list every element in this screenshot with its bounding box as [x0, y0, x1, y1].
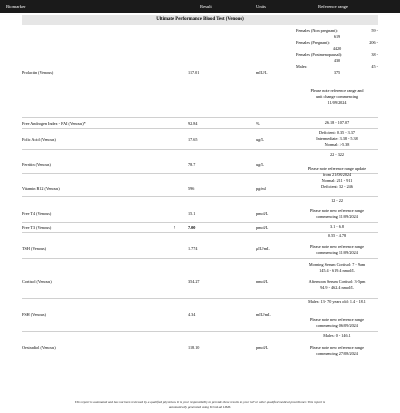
ref-value: 430	[333, 58, 341, 63]
result-value: 78.7	[188, 162, 196, 167]
biomarker-name: FSH (Venous)	[22, 312, 46, 317]
ref-value: 45 -	[371, 64, 378, 69]
biomarker-name: Oestradiol (Venous)	[22, 345, 56, 350]
ref-value: Deficient: 0.35 - 3.37	[319, 130, 355, 135]
free-t3-reference	[296, 224, 378, 230]
result-value: 354.27	[188, 279, 200, 284]
result-value: 15.1	[188, 211, 196, 216]
unit: pmol/L	[256, 345, 269, 350]
result-value: 7.00	[188, 225, 196, 230]
ref-value: 0.55 - 4.78	[327, 233, 347, 238]
ref-note: Please note new reference range	[310, 317, 364, 322]
abnormal-flag: !	[174, 225, 176, 230]
biomarker-name: Cortisol (Venous)	[22, 279, 52, 284]
ref-value: 38 -	[371, 52, 378, 57]
free-t4-reference	[296, 198, 378, 220]
unit: mIU/mL	[256, 312, 271, 317]
ref-value: Morning Serum Cortisol: 7 - 9am	[308, 262, 366, 267]
section-title: Ultimate Performance Blood Test (Venous)	[22, 15, 378, 25]
ref-note: Please note new reference range	[310, 208, 364, 213]
ref-value: 619	[333, 34, 341, 39]
ref-note: 11/09/2024	[327, 100, 347, 105]
ref-value: 22 - 322	[330, 152, 344, 157]
folic-acid-reference	[296, 130, 378, 148]
prolactin-reference	[296, 28, 378, 106]
biomarker-name: Prolactin (Venous)	[22, 70, 54, 75]
ref-note: Please note new reference range	[310, 244, 364, 249]
ref-label: Females (Postmenopausal):	[296, 52, 343, 57]
ref-note: commencing 11/09/2024	[316, 250, 358, 255]
ref-value: 375	[333, 70, 341, 75]
header-reference-range: Reference range	[318, 4, 348, 9]
ref-value: 4420	[332, 46, 342, 51]
header-biomarker: Biomarker	[6, 4, 26, 9]
ref-value: 145.4 - 619.4 nmol/L	[319, 268, 355, 273]
ref-value: Intermediate: 3.38 - 5.38	[316, 136, 358, 141]
cortisol-reference	[296, 262, 378, 291]
unit: ug/L	[256, 162, 264, 167]
ref-label: Females (Pregnant):	[296, 40, 330, 45]
biomarker-name: TSH (Venous)	[22, 246, 47, 251]
ferritin-reference	[296, 152, 378, 158]
header-result: Result	[200, 4, 212, 9]
biomarker-name: Folic Acid (Venous)	[22, 137, 56, 142]
result-value: 596	[188, 186, 195, 191]
ref-value: 59 -	[371, 28, 378, 33]
result-value: 117.01	[188, 70, 200, 75]
biomarker-name: Ferritin (Venous)	[22, 162, 51, 167]
ref-value: Deficient: 32 - 246	[321, 184, 353, 189]
fai-reference	[296, 120, 378, 126]
ref-value: 94.9 - 462.4 nmol/L	[320, 285, 354, 290]
ref-value: 26.18 - 107.07	[324, 120, 350, 125]
ref-value: Afternoon Serum Cortisol: 3-5pm	[308, 279, 366, 284]
row-divider	[22, 222, 378, 223]
row-divider	[22, 258, 378, 259]
ref-note: Please note new reference range	[310, 345, 364, 350]
unit: mIU/L	[256, 70, 268, 75]
fsh-reference	[296, 299, 378, 329]
ref-note: commencing 27/08/2024	[316, 351, 358, 356]
biomarker-name: Vitamin B12 (Venous)	[22, 186, 60, 191]
unit: %	[256, 121, 260, 126]
table-header	[0, 0, 400, 13]
ref-note: Please note reference range update	[307, 166, 367, 171]
disclaimer-line: This report is automated and has not been reviewed by a qualified physician. It is your responsibility to provide these results to your GP or other qualified medical practitioner. This report is	[74, 400, 326, 404]
ref-note: commencing 06/09/2024	[316, 323, 358, 328]
disclaimer-line: automatically generated using TerraLab LIMS.	[168, 404, 232, 409]
result-value: 118.10	[188, 345, 200, 350]
ref-note: commencing 11/09/2024	[316, 214, 358, 219]
ref-value: 206 -	[369, 40, 378, 45]
ref-label: Females (Non pregnant):	[296, 28, 338, 33]
unit: ug/L	[256, 137, 264, 142]
ref-note: from 21/08/2024	[322, 172, 352, 177]
unit: pg/ml	[256, 186, 266, 191]
result-value: 1.774	[188, 246, 198, 251]
ref-value: 12 - 22	[331, 198, 343, 203]
report-disclaimer	[22, 400, 378, 409]
row-divider	[22, 117, 378, 118]
oestradiol-reference	[296, 333, 378, 357]
ref-label: Males:	[296, 64, 308, 69]
ref-value: Normal: >5.38	[324, 142, 350, 147]
header-units: Units	[256, 4, 266, 9]
row-divider	[22, 128, 378, 129]
biomarker-name: Free Androgen Index - FAI (Venous)*	[22, 121, 86, 126]
biomarker-name: Free T4 (Venous)	[22, 211, 52, 216]
result-value: 92.84	[188, 121, 198, 126]
ref-value: 3.1 - 6.8	[330, 224, 344, 229]
unit: pmol/L	[256, 225, 269, 230]
unit: μIU/mL	[256, 246, 270, 251]
result-value: 17.65	[188, 137, 198, 142]
unit: pmol/L	[256, 211, 269, 216]
result-value: 4.34	[188, 312, 196, 317]
row-divider	[22, 149, 378, 150]
ref-note: unit change commencing	[315, 94, 359, 99]
ref-value: Males: 0 - 146.1	[323, 333, 351, 338]
tsh-reference	[296, 233, 378, 256]
biomarker-name: Free T3 (Venous)	[22, 225, 52, 230]
ref-note: Please note reference range and	[310, 88, 364, 93]
ref-value: Normal: 211 - 911	[321, 178, 353, 183]
unit: nmol/L	[256, 279, 269, 284]
row-divider	[22, 196, 378, 197]
vitamin-b12-reference	[296, 166, 378, 190]
row-divider	[22, 331, 378, 332]
ref-value: Males: 13- 70 years old: 1.4 - 18.1	[308, 299, 366, 304]
